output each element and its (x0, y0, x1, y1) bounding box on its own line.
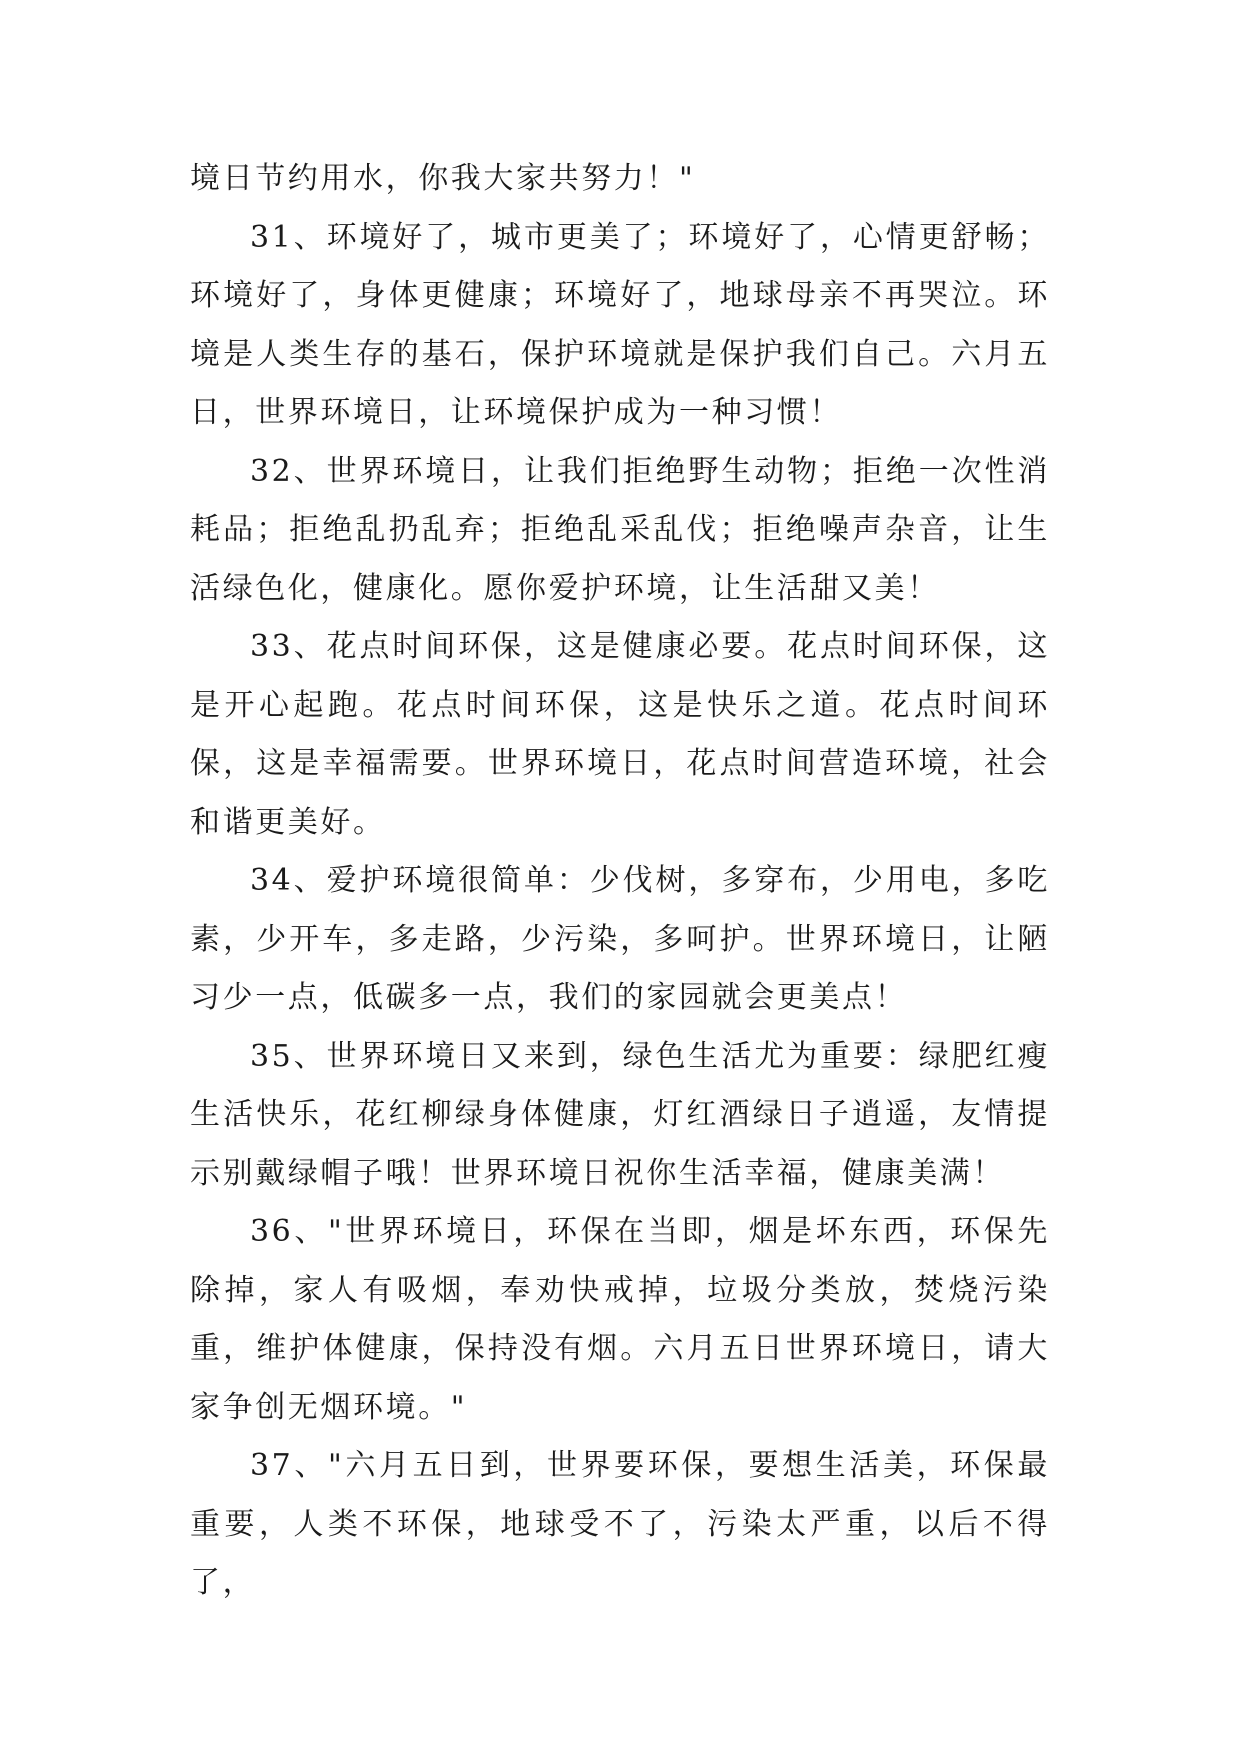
paragraph-36: 36、"世界环境日，环保在当即，烟是坏东西，环保先除掉，家人有吸烟，奉劝快戒掉，垃圾分类放，焚烧污染重，维护体健康，保持没有烟。六月五日世界环境日，请大家争创无烟环境。" (190, 1214, 1050, 1425)
paragraph-33: 33、花点时间环保，这是健康必要。花点时间环保，这是开心起跑。花点时间环保，这是快乐之道。花点时间环保，这是幸福需要。世界环境日，花点时间营造环境，社会和谐更美好。 (190, 629, 1050, 840)
paragraph-35: 35、世界环境日又来到，绿色生活尤为重要：绿肥红瘦生活快乐，花红柳绿身体健康，灯红酒绿日子逍遥，友情提示别戴绿帽子哦！世界环境日祝你生活幸福，健康美满！ (190, 1038, 1050, 1191)
paragraph-34: 34、爱护环境很简单：少伐树，多穿布，少用电，多吃素，少开车，多走路，少污染，多呵护。世界环境日，让陋习少一点，低碳多一点，我们的家园就会更美点！ (190, 863, 1050, 1015)
paragraph-31: 31、环境好了，城市更美了；环境好了，心情更舒畅；环境好了，身体更健康；环境好了，地球母亲不再哭泣。环境是人类生存的基石，保护环境就是保护我们自己。六月五日，世界环境日，让环境保护成为一种习惯！ (190, 219, 1050, 430)
paragraph-32: 32、世界环境日，让我们拒绝野生动物；拒绝一次性消耗品；拒绝乱扔乱弃；拒绝乱采乱伐；拒绝噪声杂音，让生活绿色化，健康化。愿你爱护环境，让生活甜又美！ (190, 453, 1050, 606)
document-body (190, 150, 1050, 1613)
paragraph-37: 37、"六月五日到，世界要环保，要想生活美，环保最重要，人类不环保，地球受不了，污染太严重，以后不得了， (190, 1448, 1050, 1600)
paragraph-continuation: 境日节约用水，你我大家共努力！" (190, 161, 696, 196)
